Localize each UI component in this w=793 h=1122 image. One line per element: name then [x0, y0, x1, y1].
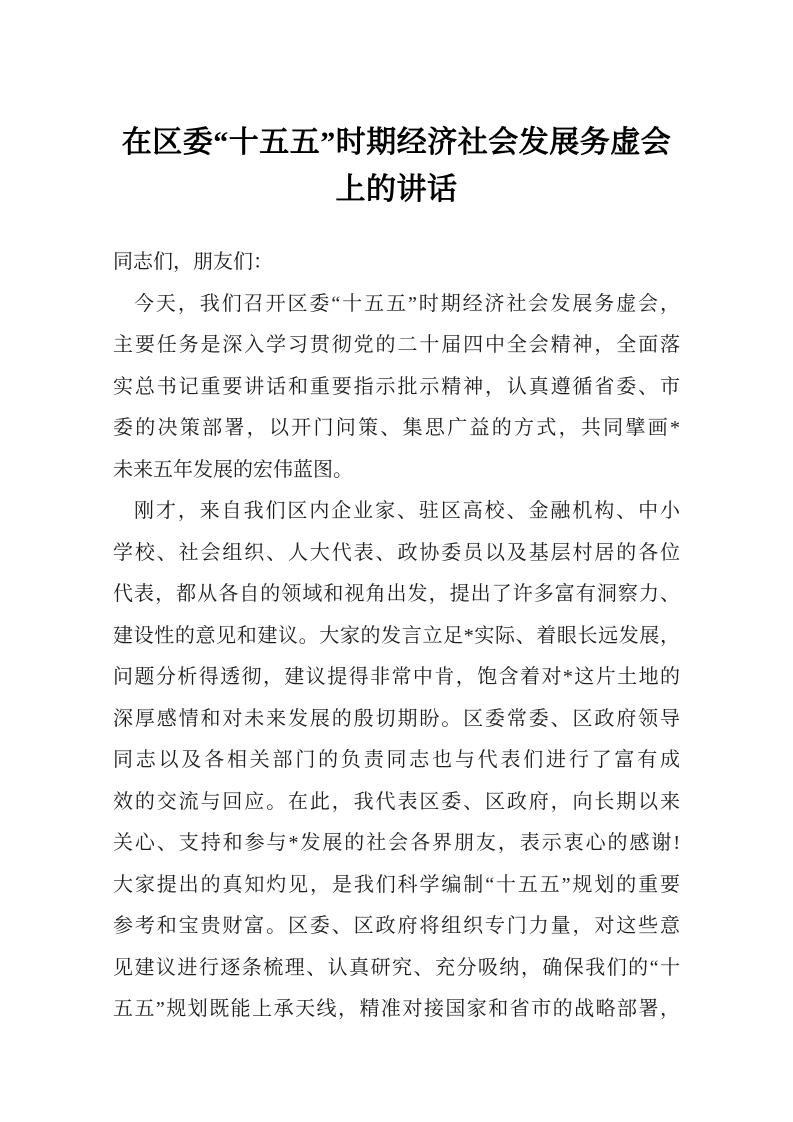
body-line: 关心、支持和参与*发展的社会各界朋友，表示衷心的感谢! — [113, 832, 680, 854]
body-line: 代表，都从各自的领域和视角出发，提出了许多富有洞察力、 — [113, 583, 680, 605]
body-line: 学校、社会组织、人大代表、政协委员以及基层村居的各位 — [113, 541, 680, 564]
body-line: 未来五年发展的宏伟蓝图。 — [113, 458, 353, 481]
body-line: 委的决策部署，以开门问策、集思广益的方式，共同擘画* — [113, 417, 680, 439]
body-line: 效的交流与回应。在此，我代表区委、区政府，向长期以来 — [113, 790, 680, 813]
body-line: 参考和宝贵财富。区委、区政府将组织专门力量，对这些意 — [113, 915, 680, 937]
document-title-line: 上的讲话 — [335, 173, 458, 206]
body-line: 建设性的意见和建议。大家的发言立足*实际、着眼长远发展， — [113, 624, 680, 647]
body-line: 深厚感情和对未来发展的殷切期盼。区委常委、区政府领导 — [113, 707, 680, 730]
body-line: 见建议进行逐条梳理、认真研究、充分吸纳，确保我们的“十 — [113, 956, 680, 979]
document-title-line: 在区委“十五五”时期经济社会发展务虚会 — [121, 126, 672, 159]
body-line: 五五”规划既能上承天线，精准对接国家和省市的战略部署， — [113, 998, 680, 1020]
body-line: 问题分析得透彻，建议提得非常中肯，饱含着对*这片土地的 — [113, 666, 680, 688]
body-line: 主要任务是深入学习贯彻党的二十届四中全会精神，全面落 — [113, 334, 680, 356]
body-line: 实总书记重要讲话和重要指示批示精神，认真遵循省委、市 — [113, 375, 680, 398]
body-line: 刚才，来自我们区内企业家、驻区高校、金融机构、中小 — [134, 500, 680, 522]
body-line: 大家提出的真知灼见，是我们科学编制“十五五”规划的重要 — [113, 873, 680, 896]
body-line: 同志们，朋友们： — [113, 251, 273, 273]
document-title — [113, 119, 680, 213]
body-line: 同志以及各相关部门的负责同志也与代表们进行了富有成 — [113, 749, 680, 771]
document-body — [113, 242, 680, 1031]
body-line: 今天，我们召开区委“十五五”时期经济社会发展务虚会， — [134, 292, 680, 315]
